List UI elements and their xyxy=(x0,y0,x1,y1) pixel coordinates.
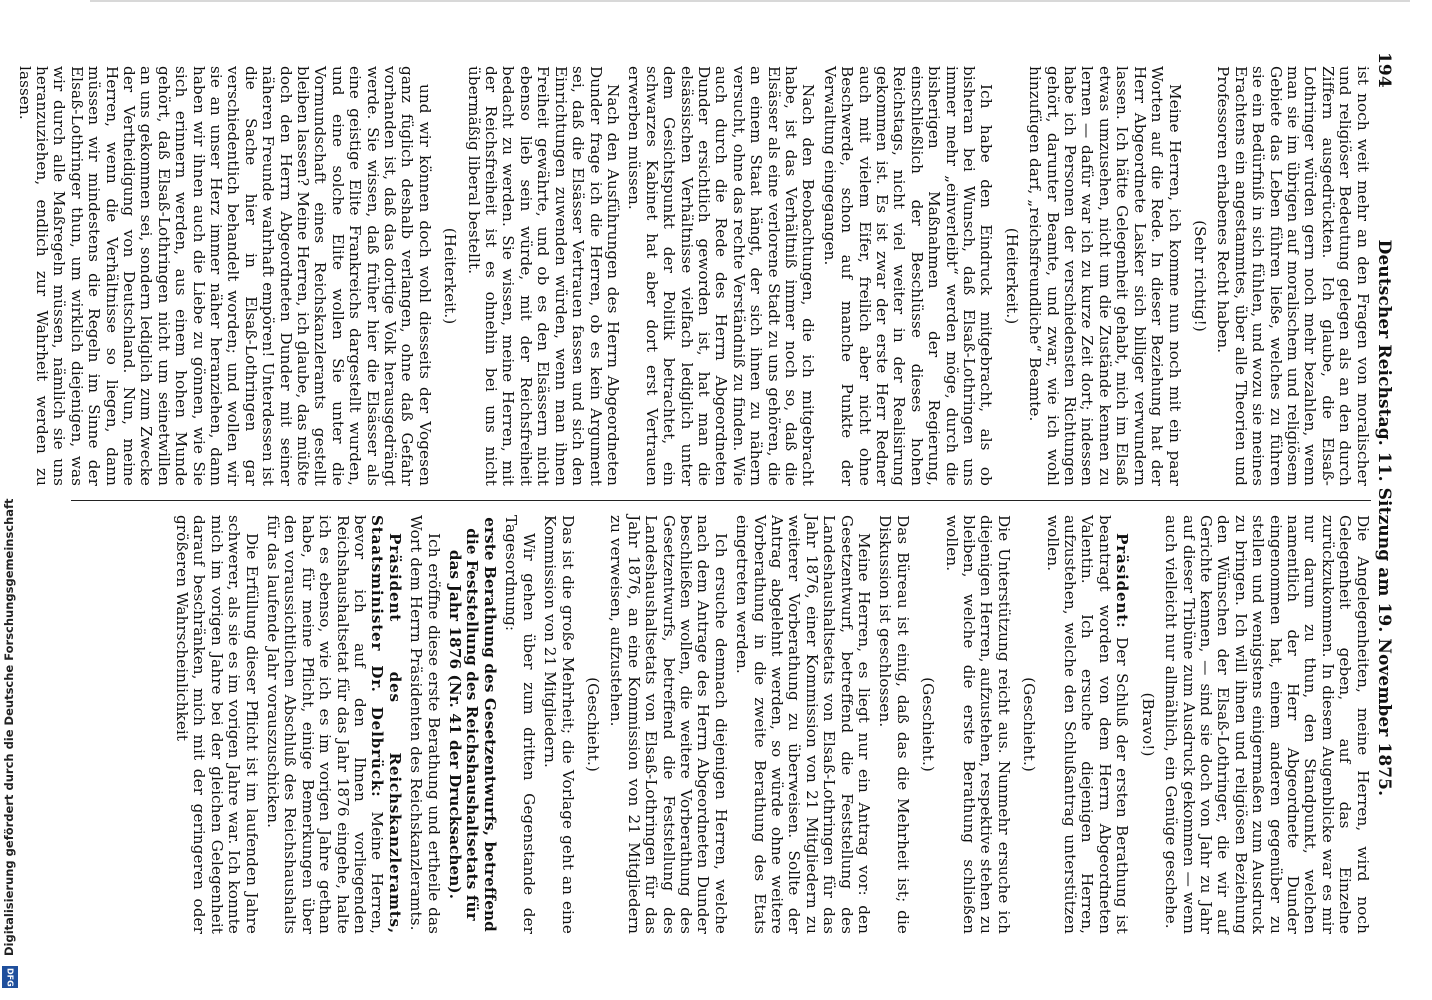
body-paragraph: Die Erfüllung dieser Pflicht ist im laufenden Jahre schwerer, als sie es im vorigen Jahre war. Ich konnte mich im vorigen Jahre bei der gleichen Gelegenheit darauf beschränken, mich mit der geringeren oder größeren Wahrscheinlichkeit xyxy=(173,515,261,934)
stage-remark: (Geschieht.) xyxy=(583,677,602,772)
session-title: 11. Sitzung am 19. November 1875. xyxy=(1374,451,1394,797)
speech-text: Meine Herren, bevor ich auf den Ihnen vorliegenden Reichshaushaltsetat für das Jahr 1876 eingehe, halte ich es ebenso, wie ich es im vorigen Jahre gethan habe, für meine Pflicht, einige Bemerkungen über den voraussichtlichen Abschluß des Reichshaushalts für das laufende Jahr vorauszuschicken. xyxy=(264,515,387,934)
body-paragraph: Meine Herren, ich komme nun noch mit ein paar Worten auf die Rede. In dieser Beziehung hat der Herr Abgeordnete Lasker sich billiger verwundern lassen. Ich hätte Gelegenheit gehabt, mich im Elsaß etwas umzusehen, nicht um die Zustände kennen zu lernen — dafür war ich zu kurze Zeit dort; indessen habe ich Personen der verschiedensten Richtungen gehört, darunter Beamte, und zwar, wie ich wohl hinzufügen darf, „reichsfreundliche“ Beamte. xyxy=(1026,66,1184,486)
body-paragraph: und wir können doch wohl diesseits der Vogesen ganz füglich deshalb verlangen, ohne daß Gefahr vorhanden ist, daß das dortige Volk herausgedrängt werde. Sie wissen, daß früher hier die Elsässer als eine geistige Elite Frankreichs dargestellt wurden, und eine solche Elite wollen Sie unter die Vormundschaft eines Reichskanzleramts gestellt bleiben lassen? Meine Herren, ich glaube, das müßte doch den Herrn Abgeordneten Dunder mit seiner näheren Freunde wahrhaft empören! Unterdessen ist die Sache hier in Elsaß-Lothringen gar verschiedentlich behandelt worden; und wollen wir sie an unser Herz immer näher heranziehen, dann haben wir ihnen auch die Liebe zu gönnen, wie Sie sich erinnern werden, aus einem hohen Munde gehört, daß Elsaß-Lothringen nicht um seinetwillen an uns gekommen sei, sondern lediglich zum Zwecke der Vertheidigung von Deutschland. Nun, meine Herren, wenn die Verhältnisse so liegen, dann müssen wir mindestens die Regeln im Sinne der Elsaß-Lothringer thun, um wirklich diejenigen, was wir durch alle Maßregeln müssen, nämlich sie uns heranzuziehen, endlich zur Wahrheit werden zu lassen. xyxy=(15,66,434,486)
digitization-sidebar: Digitalisierung gefördert durch die Deutsche Forschungsgemeinschaft DFG xyxy=(2,498,16,987)
body-paragraph: ist noch weit mehr an den Fragen von moralischer und religiöser Bedeutung gelegen als an den durch Ziffern ausgedrückten. Ich glaube, die Elsaß-Lothringer würden gern noch mehr bezahlen, wenn man sie im übrigen auf moralischem und religiösem Gebiete das Leben führen ließe, welches zu führen sie ein Bedürfniß in sich fühlen, und wozu sie meines Erachtens ein angestammtes, über alle Theorien und Professoren erhabenes Recht haben. xyxy=(1214,66,1372,486)
stage-remark: (Heiterkeit.) xyxy=(441,227,460,325)
page-number: 194 xyxy=(1374,52,1394,88)
dfg-logo: DFG xyxy=(2,966,18,988)
stage-remark: (Heiterkeit.) xyxy=(1002,227,1021,325)
body-paragraph: Das ist die große Mehrheit; die Vorlage geht an eine Kommission von 21 Mitgliedern. xyxy=(541,515,577,934)
scan-edge xyxy=(90,0,1410,2)
left-column xyxy=(15,52,1372,500)
header-title-line xyxy=(1375,88,1392,948)
body-paragraph: Die Unterstützung reicht aus. Nunmehr ersuche ich diejenigen Herren, aufzustehen, respektive stehen zu bleiben, welche die erste Berathung schließen wollen. xyxy=(942,515,1013,934)
agenda-item: erste Berathung des Gesetzentwurfs, betreffend die Feststellung des Reichshaushaltsetats für das Jahr 1876 (Nr. 41 der Drucksachen). xyxy=(446,517,499,932)
speech-paragraph xyxy=(1043,515,1130,934)
stage-remark: (Sehr richtig!) xyxy=(1190,220,1209,332)
body-paragraph: Meine Herren, es liegt nur ein Antrag vor: den Gesetzentwurf, betreffend die Feststellung des Landeshaushaltsetats von Elsaß-Lothringen für das Jahr 1876, einer Kommission von 21 Mitgliedern zu weiterer Vorberathung zu überweisen. Sollte der Antrag abgelehnt werden, so würde ohne weitere Vorberathung in die zweite Berathung des Etats eingetreten werden. xyxy=(733,515,874,934)
stage-remark: (Geschieht.) xyxy=(919,677,938,772)
rotated-document-page xyxy=(15,30,1406,970)
body-paragraph: Das Büreau ist einig, daß das die Mehrheit ist; die Diskussion ist geschlossen. xyxy=(876,515,912,934)
right-column xyxy=(71,500,1371,948)
stage-remark: (Geschieht.) xyxy=(1020,677,1039,772)
body-paragraph: Ich ersuche demnach diejenigen Herren, welche nach dem Antrage des Herrn Abgeordneten Dunder beschließen wollen, die weitere Vorberathung des Gesetzentwurfs, betreffend die Feststellung des Landeshaushaltsetats von Elsaß-Lothringen für das Jahr 1876, an eine Kommission von 21 Mitgliedern zu verweisen, aufzustehen. xyxy=(607,515,730,934)
body-paragraph: Ich eröffne diese erste Berathung und ertheile das Wort dem Herrn Präsidenten des Reichskanzleramts. xyxy=(407,515,443,934)
publication-title: Deutscher Reichstag. xyxy=(1374,239,1394,446)
speech-paragraph xyxy=(264,515,403,934)
body-paragraph: Die Angelegenheiten, meine Herren, wird noch Gelegenheit geben, auf das Einzelne zurückzukommen. In diesem Augenblicke war es mir nur darum zu thun, den Standpunkt, welchen namentlich der Herr Abgeordnete Dunder eingenommen hat, einem anderen gegenüber zu stellen und wenigstens einigermaßen zum Ausdruck zu bringen. Ich will ihnen und religiösen Beziehung den Wünschen der Elsaß-Lothringer, die wir auf Gerichte kennen, — sind sie doch von Jahr zu Jahr auf dieser Tribüne zum Ausdruck gekommen — wenn auch vielleicht nur allmählich, ein Genüge geschehe. xyxy=(1162,515,1372,934)
speaker-name: Präsident des Reichskanzleramts, Staatsminister Dr. Delbrück: xyxy=(368,515,404,934)
page-header xyxy=(1375,52,1392,948)
stage-remark: (Bravo!) xyxy=(1138,692,1157,757)
body-paragraph: Wir gehen über zum dritten Gegenstande der Tagesordnung: xyxy=(502,515,538,934)
body-paragraph: Nach den Beobachtungen, die ich mitgebracht habe, ist das Verhältniß immer noch so, daß die Elsässer als eine verlorene Stadt zu uns gehören, die an einem Staat hängt, der sich ihnen zu nähern versucht, ohne das rechte Verständniß zu finden. Wie auch durch die Rede des Herrn Abgeordneten Dunder ersichtlich geworden ist, hat man die elsässischen Verhältnisse vielfach lediglich unter dem Gesichtspunkt der Politik betrachtet, ein schwarzes Kabinet hat aber dort erst Vertrauen erwerben müssen. xyxy=(625,66,818,486)
text-columns xyxy=(15,52,1372,948)
body-paragraph: Ich habe den Eindruck mitgebracht, als ob bisheran bei Wunsch, daß Elsaß-Lothringen uns immer mehr „einverleibt“ werden möge, durch die bisherigen Maßnahmen der Regierung, einschließlich der Beschlüsse dieses hohen Reichstags, nicht viel weiter in der Realisirung gekommen ist. Es ist zwar der erste Herr Redner auch mit vielem Eifer, freilich aber nicht ohne Beschwerde, schon auf manche Punkte der Verwaltung eingegangen. xyxy=(820,66,996,486)
speaker-name: Präsident: xyxy=(1113,533,1132,638)
body-paragraph: Nach den Ausführungen des Herrn Abgeordneten Dunder frage ich die Herren, ob es kein Argument sei, daß die Elsässer Vertrauen fassen und sich den Einrichtungen zuwenden würden, wenn man ihnen Freiheit gewährte, und ob es den Elsässern nicht ebenso lieb sein würde, mit der Reichsfreiheit bedacht zu werden. Sie wissen, meine Herren, mit der Reichsfreiheit ist es ohnehin bei uns nicht übermäßig liberal bestellt. xyxy=(464,66,622,486)
speech-text: Der Schluß der ersten Berathung ist beantragt worden von dem Herrn Abgeordneten Valentin. Ich ersuche diejenigen Herren, aufzustehen, welche den Schlußantrag unterstützen wollen. xyxy=(1043,515,1132,934)
